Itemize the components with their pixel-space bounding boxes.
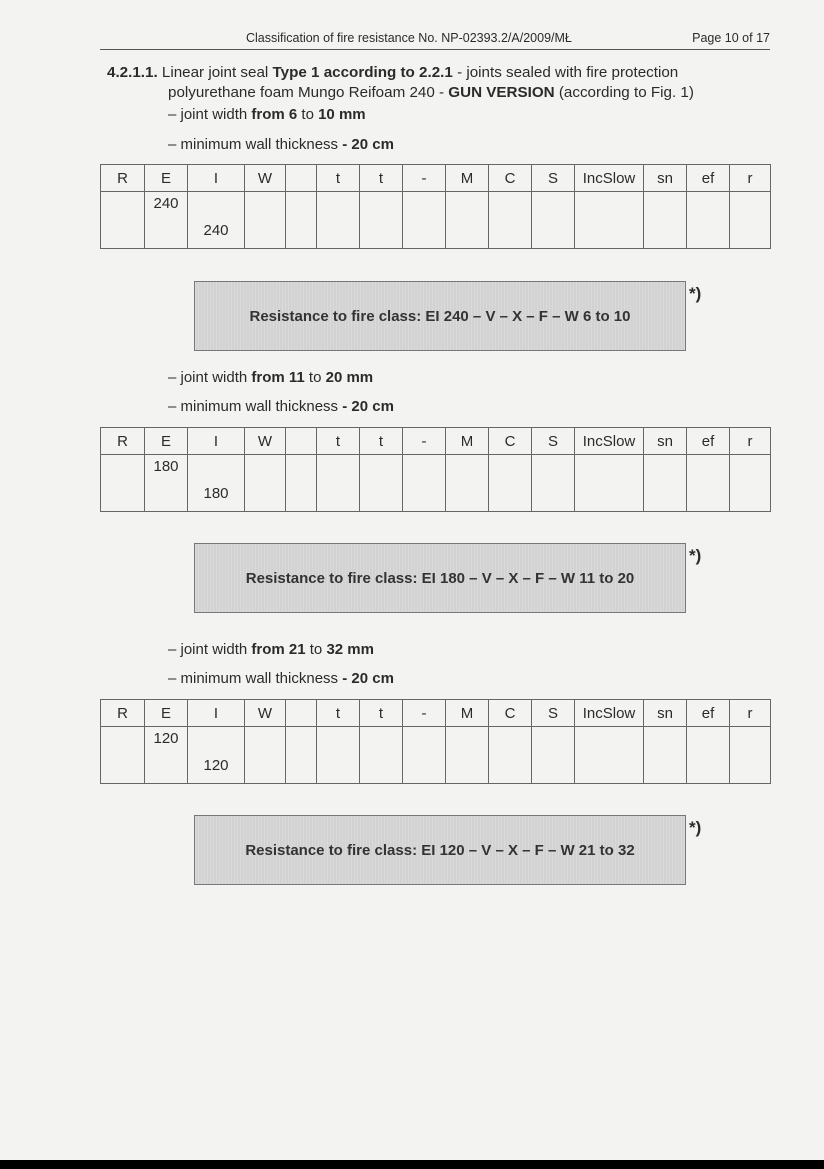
fire-class-box: Resistance to fire class: EI 180 – V – X – F – W 11 to 20 [194,543,686,613]
value-cell [575,192,644,249]
value-cell [489,192,532,249]
header-cell: r [730,428,771,455]
value-cell [286,727,317,784]
header-cell: - [403,165,446,192]
i-value: 240 [203,222,229,239]
page-number: Page 10 of 17 [692,31,770,45]
value-cell [644,455,687,512]
section-text: polyurethane foam Mungo Reifoam 240 - [168,84,449,101]
header-cell [286,428,317,455]
scan-bottom-edge [0,1160,824,1169]
value-cell [403,455,446,512]
value-cell [532,727,575,784]
joint-width-line: – joint width from 11 to 20 mm [168,369,374,386]
header-cell: I [188,165,245,192]
header-cell: R [101,700,145,727]
value-cell [360,455,403,512]
value-cell [730,455,771,512]
header-cell: R [101,165,145,192]
header-cell: S [532,428,575,455]
header-cell: E [145,428,188,455]
value-cell [286,455,317,512]
header-cell: C [489,700,532,727]
section-line-1 [107,63,767,83]
header-cell [286,165,317,192]
header-cell: ef [687,700,730,727]
value-cell [644,727,687,784]
value-cell-i [188,455,245,512]
table-value-row [101,192,771,249]
header-cell: IncSlow [575,700,644,727]
value-cell [101,455,145,512]
table-value-row [101,727,771,784]
classification-table [100,427,771,512]
value-cell [532,192,575,249]
value-cell [446,455,489,512]
header-cell: t [317,165,360,192]
fire-class-box: Resistance to fire class: EI 120 – V – X – F – W 21 to 32 [194,815,686,885]
value-cell [317,192,360,249]
header-cell: t [360,700,403,727]
wall-thickness-line: – minimum wall thickness - 20 cm [168,670,394,687]
header-cell: I [188,700,245,727]
value-cell [489,455,532,512]
value-cell [245,727,286,784]
e-value: 180 [153,458,179,475]
joint-width-line: – joint width from 6 to 10 mm [168,106,366,123]
gun-version-label: GUN VERSION [448,84,555,101]
header-cell: sn [644,700,687,727]
value-cell [575,727,644,784]
fire-class-box: Resistance to fire class: EI 240 – V – X – F – W 6 to 10 [194,281,686,351]
header-cell: sn [644,428,687,455]
type-reference: Type 1 according to 2.2.1 [272,64,453,81]
header-cell: W [245,700,286,727]
table-header-row [101,428,771,455]
value-cell-i [188,192,245,249]
header-cell: t [317,700,360,727]
value-cell-e [145,455,188,512]
i-value: 120 [203,757,229,774]
value-cell-i [188,727,245,784]
value-cell [730,727,771,784]
value-cell [317,727,360,784]
value-cell [687,455,730,512]
value-cell [101,727,145,784]
value-cell-e [145,192,188,249]
document-number: Classification of fire resistance No. NP-02393.2/A/2009/MŁ [246,31,572,45]
value-cell [286,192,317,249]
classification-table [100,699,771,784]
classification-table [100,164,771,249]
section-line-2 [107,83,767,103]
header-cell: - [403,428,446,455]
section-number: 4.2.1.1. [107,64,158,81]
value-cell [101,192,145,249]
header-cell: t [360,165,403,192]
table-value-row [101,455,771,512]
footnote-marker: *) [689,546,702,565]
value-cell [687,727,730,784]
wall-thickness-line: – minimum wall thickness - 20 cm [168,136,394,153]
header-cell: S [532,700,575,727]
joint-width-line: – joint width from 21 to 32 mm [168,641,374,658]
header-cell: t [360,428,403,455]
section-text: Linear joint seal [157,64,273,81]
value-cell [687,192,730,249]
e-value: 120 [153,730,179,747]
value-cell [730,192,771,249]
header-cell: t [317,428,360,455]
table-header-row [101,700,771,727]
header-cell: S [532,165,575,192]
header-cell: r [730,700,771,727]
header-cell: sn [644,165,687,192]
header-cell: M [446,700,489,727]
e-value: 240 [153,195,179,212]
header-cell: W [245,165,286,192]
section-text: (according to Fig. 1) [554,84,694,101]
value-cell [403,192,446,249]
value-cell [360,192,403,249]
value-cell [446,192,489,249]
header-cell: E [145,700,188,727]
value-cell [403,727,446,784]
header-cell: M [446,428,489,455]
value-cell [575,455,644,512]
value-cell [360,727,403,784]
value-cell-e [145,727,188,784]
header-cell: ef [687,428,730,455]
value-cell [532,455,575,512]
value-cell [245,455,286,512]
value-cell [245,192,286,249]
header-cell: IncSlow [575,428,644,455]
header-cell: I [188,428,245,455]
header-cell: C [489,428,532,455]
footnote-marker: *) [689,284,702,303]
section-text: - joints sealed with fire protection [452,64,679,81]
header-cell: - [403,700,446,727]
header-cell: IncSlow [575,165,644,192]
value-cell [489,727,532,784]
value-cell [317,455,360,512]
table-header-row [101,165,771,192]
value-cell [644,192,687,249]
header-cell: C [489,165,532,192]
section-heading [107,63,767,103]
i-value: 180 [203,485,229,502]
footnote-marker: *) [689,818,702,837]
header-cell: ef [687,165,730,192]
header-cell: R [101,428,145,455]
header-cell: W [245,428,286,455]
header-cell: r [730,165,771,192]
header-cell: M [446,165,489,192]
wall-thickness-line: – minimum wall thickness - 20 cm [168,398,394,415]
value-cell [446,727,489,784]
header-cell [286,700,317,727]
header-cell: E [145,165,188,192]
page-header [100,30,770,50]
